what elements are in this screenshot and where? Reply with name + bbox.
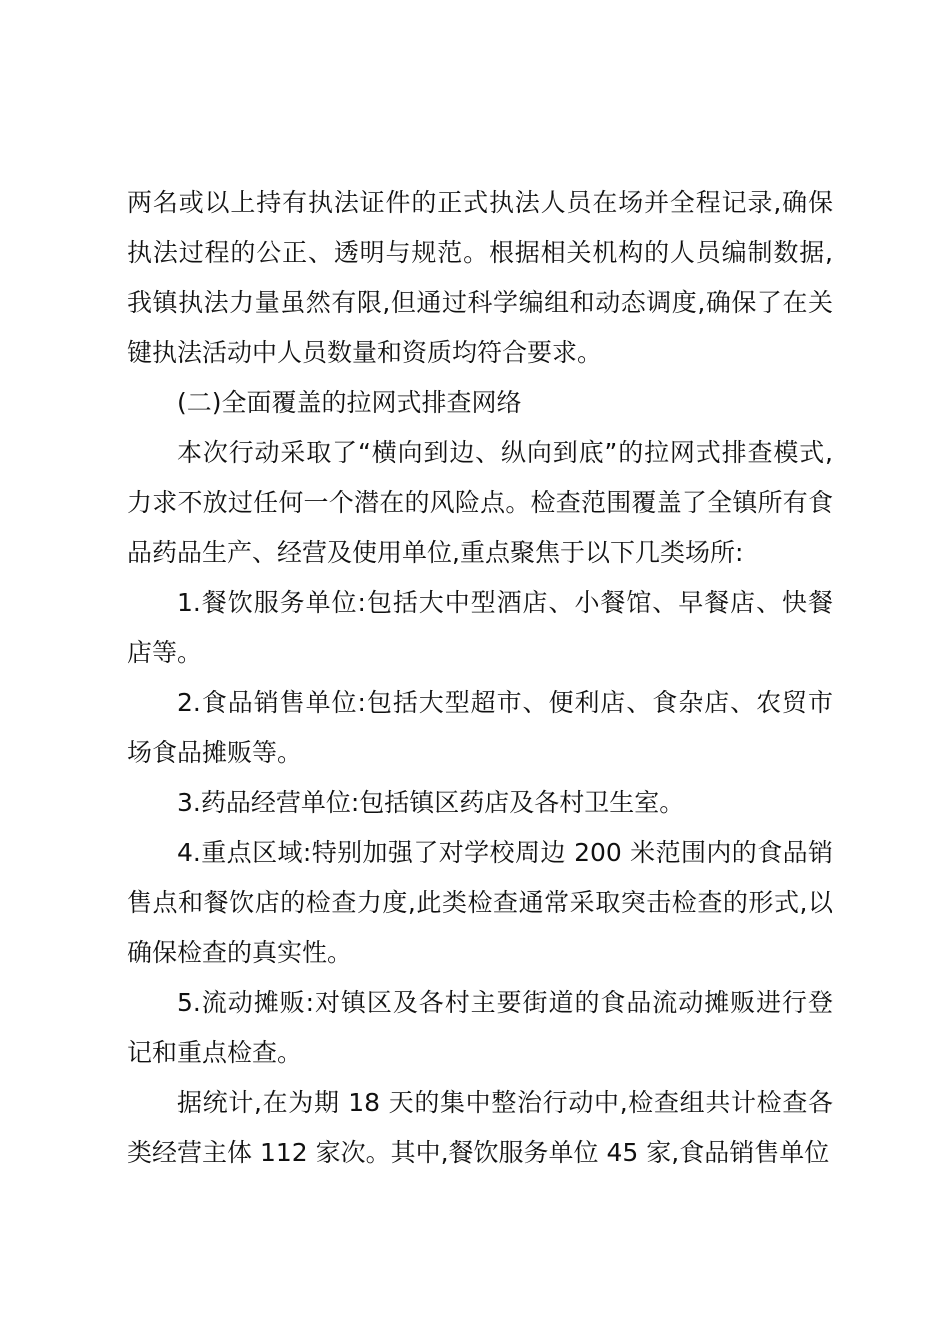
list-item: 1.餐饮服务单位:包括大中型酒店、小餐馆、早餐店、快餐店等。 (127, 588, 833, 667)
body-paragraph: 据统计,在为期 18 天的集中整治行动中,检查组共计检查各类经营主体 112 家次。其中,餐饮服务单位 45 家,食品销售单位 (127, 1088, 833, 1167)
document-page (127, 178, 833, 1178)
list-item: 3.药品经营单位:包括镇区药店及各村卫生室。 (177, 788, 685, 817)
body-paragraph: 本次行动采取了“横向到边、纵向到底”的拉网式排查模式,力求不放过任何一个潜在的风险点。检查范围覆盖了全镇所有食品药品生产、经营及使用单位,重点聚焦于以下几类场所: (127, 438, 833, 567)
list-item: 2.食品销售单位:包括大型超市、便利店、食杂店、农贸市场食品摊贩等。 (127, 688, 833, 767)
section-heading: (二)全面覆盖的拉网式排查网络 (177, 388, 522, 417)
body-paragraph: 两名或以上持有执法证件的正式执法人员在场并全程记录,确保执法过程的公正、透明与规范。根据相关机构的人员编制数据,我镇执法力量虽然有限,但通过科学编组和动态调度,确保了在关键执法活动中人员数量和资质均符合要求。 (127, 188, 833, 367)
list-item: 5.流动摊贩:对镇区及各村主要街道的食品流动摊贩进行登记和重点检查。 (127, 988, 833, 1067)
list-item: 4.重点区域:特别加强了对学校周边 200 米范围内的食品销售点和餐饮店的检查力度,此类检查通常采取突击检查的形式,以确保检查的真实性。 (127, 838, 833, 967)
